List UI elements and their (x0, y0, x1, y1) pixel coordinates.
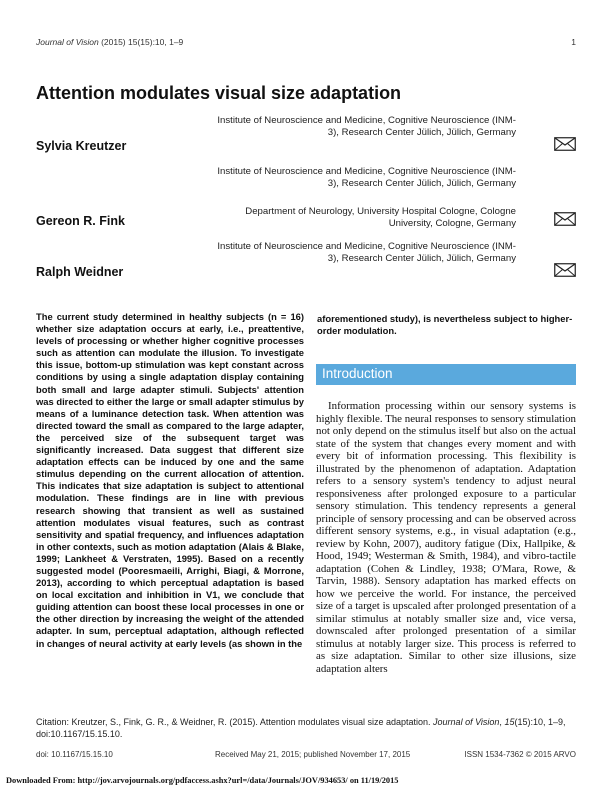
abstract-continuation: aforementioned study), is nevertheless subject to higher-order modulation. (317, 313, 573, 337)
paragraph: Information processing within our sensory systems is highly flexible. The neural responses to sensory stimulation not only depend on the stimulus itself but also on the actual state of the system that changes every moment and with every bit of information processing. This flexibility is illustrated by the phenomenon of adaptation. Adaptation refers to a sensory system's tendency to adjust neural responsiveness after prolonged exposure to a particular sensory stimulation. This tendency represents a general principle of sensory processing and can be observed across different sensory systems, e.g., in visual adaptation (e.g., review by Kohn, 2007), auditory fatigue (Dix, Hallpike, & Hood, 1949; Westerman & Smith, 1984), and vibro-tactile adaptation (Cohen & Lindley, 1938; O'Mara, Rowe, & Tarvin, 1988). Sensory adaptation has marked effects on how we perceive the world. For instance, the perceived size of a target is upscaled after prolonged presentation of a similar stimulus at notably smaller size and, vice versa, downscaled after prolonged presentation of a similar stimulus at notably larger size. This process is referred to as size adaptation. Similar to other size illusions, size adaptation alters (316, 400, 576, 675)
author-name: Gereon R. Fink (36, 214, 125, 228)
author-name: Ralph Weidner (36, 265, 124, 279)
footer-received: Received May 21, 2015; published November 17, 2015 (215, 750, 411, 759)
author-affiliation: Department of Neurology, University Hospital Cologne, Cologne University, Cologne, Germany (245, 206, 516, 230)
envelope-icon[interactable] (554, 137, 576, 151)
author-affiliation: Institute of Neuroscience and Medicine, Cognitive Neuroscience (INM-3), Research Center Jülich, Jülich, Germany (217, 115, 516, 139)
citation: Citation: Kreutzer, S., Fink, G. R., & Weidner, R. (2015). Attention modulates visual size adaptation. Journal of Vision, 15(15):10, 1–9, doi:10.1167/15.15.10. (36, 717, 566, 739)
running-header (36, 37, 183, 47)
page-number: 1 (571, 37, 576, 47)
download-line: Downloaded From: http://jov.arvojournals.org/pdfaccess.ashx?url=/data/Journals/JOV/934653/ on 11/19/2015 (6, 776, 399, 785)
author-name: Sylvia Kreutzer (36, 139, 127, 153)
journal-name: Journal of Vision (36, 37, 99, 47)
citation-volume: 15 (504, 717, 515, 727)
footer-doi: doi: 10.1167/15.15.10 (36, 750, 113, 759)
article-title: Attention modulates visual size adaptation (36, 83, 402, 103)
body-text (316, 400, 576, 675)
envelope-icon[interactable] (554, 263, 576, 277)
author-affiliation: Institute of Neuroscience and Medicine, Cognitive Neuroscience (INM-3), Research Center Jülich, Jülich, Germany (217, 241, 516, 265)
footer-issn: ISSN 1534-7362 © 2015 ARVO (464, 750, 576, 759)
author-affiliation: Institute of Neuroscience and Medicine, Cognitive Neuroscience (INM-3), Research Center Jülich, Jülich, Germany (217, 166, 516, 190)
citation-journal: Journal of Vision (433, 717, 500, 727)
citation-suffix: (15):10, 1–9, doi:10.1167/15.15.10. (36, 717, 566, 739)
citation-prefix: Citation: Kreutzer, S., Fink, G. R., & Weidner, R. (2015). Attention modulates visual size adaptation. (36, 717, 431, 727)
envelope-icon[interactable] (554, 212, 576, 226)
volume-info: (2015) 15(15):10, 1–9 (101, 37, 184, 47)
abstract-text: The current study determined in healthy subjects (n = 16) whether size adaptation occurs at early, i.e., preattentive, levels of processing or whether higher cognitive processes such as attention can modulate the illusion. To investigate this issue, bottom-up stimulation was kept constant across conditions by using a single adaptation display containing both small and large adapter stimuli. Subjects' attention was directed to either the large or small adapter stimulus by means of a luminance detection task. When attention was directed toward the small as compared to the large adapter, the perceived size of the subsequent target was significantly increased. Data suggest that different size adaptation effects can be induced by one and the same stimulus depending on the current allocation of attention. This indicates that size adaptation is subject to attentional modulation. These findings are in line with previous research showing that transient as well as sustained attention modulates visual features, such as contrast sensitivity and spatial frequency, and influences adaptation in other contexts, such as motion adaptation (Alais & Blake, 1999; Lankheet & Verstraten, 1995). Based on a recently suggested model (Pooresmaeili, Arrighi, Biagi, & Morrone, 2013), according to which perceptual adaptation is based on local excitation and inhibition in V1, we conclude that guiding attention can boost these local processes in one or the other direction by increasing the weight of the attended adapter. In sum, perceptual adaptation, although reflected in changes of neural activity at early levels (as shown in the (36, 311, 304, 649)
section-heading: Introduction (322, 366, 393, 381)
